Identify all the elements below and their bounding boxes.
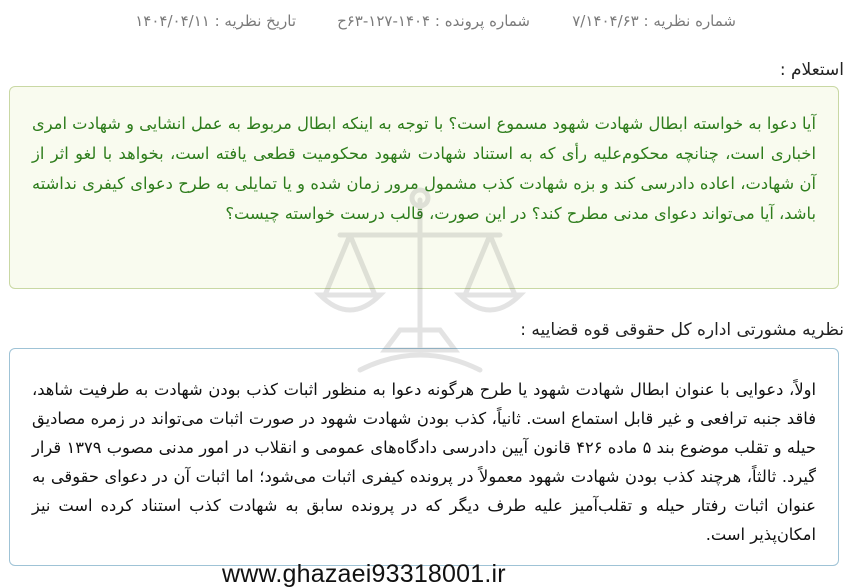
opinion-number: شماره نظریه : ۷/۱۴۰۴/۶۳ — [572, 12, 736, 30]
opinion-heading: نظریه مشورتی اداره کل حقوقی قوه قضاییه : — [520, 320, 844, 340]
question-box — [9, 86, 839, 289]
opinion-meta-header — [0, 12, 860, 40]
website-url: www.ghazaei93318001.ir — [222, 560, 506, 587]
opinion-text: اولاً، دعوایی با عنوان ابطال شهادت شهود یا طرح هرگونه دعوا به منظور اثبات کذب بودن شهادت به طرفیت شاهد، فاقد جنبه ترافعی و غیر قابل استماع است. ثانیاً، کذب بودن شهادت شهود در صورت اثبات می‌تواند در زمره مصادیق حیله و تقلب موضوع بند ۵ ماده ۴۲۶ قانون آیین دادرسی دادگاه‌های عمومی و انقلاب در امور مدنی مصوب ۱۳۷۹ قرار گیرد. ثالثاً، هرچند کذب بودن شهادت شهود معمولاً در پرونده کیفری اثبات می‌شود؛ اما اثبات آن در دعوای حقوقی به عنوان اثبات رفتار حیله و تقلب‌آمیز علیه طرف دیگر که در پرونده سابق به شهادت کذب استناد کرده است نیز امکان‌پذیر است. — [32, 380, 816, 544]
question-heading: استعلام : — [779, 60, 844, 80]
opinion-box — [9, 348, 839, 566]
question-text: آیا دعوا به خواسته ابطال شهادت شهود مسموع است؟ با توجه به اینکه ابطال مربوط به عمل انشایی و شهادت امری اخباری است، چنانچه محکوم‌علیه رأی که به استناد شهادت شهود محکومیت قطعی یافته است، بخواهد با لغو اثر از آن شهادت، اعاده دادرسی کند و بزه شهادت کذب مشمول مرور زمان شده و یا تمایلی به طرح دعوای کیفری نداشته باشد، آیا می‌تواند دعوای مدنی مطرح کند؟ در این صورت، قالب درست خواسته چیست؟ — [32, 114, 816, 223]
opinion-date: تاریخ نظریه : ۱۴۰۴/۰۴/۱۱ — [135, 12, 296, 30]
file-number: شماره پرونده : ۱۴۰۴-۱۲۷-۶۳ح — [337, 12, 530, 30]
